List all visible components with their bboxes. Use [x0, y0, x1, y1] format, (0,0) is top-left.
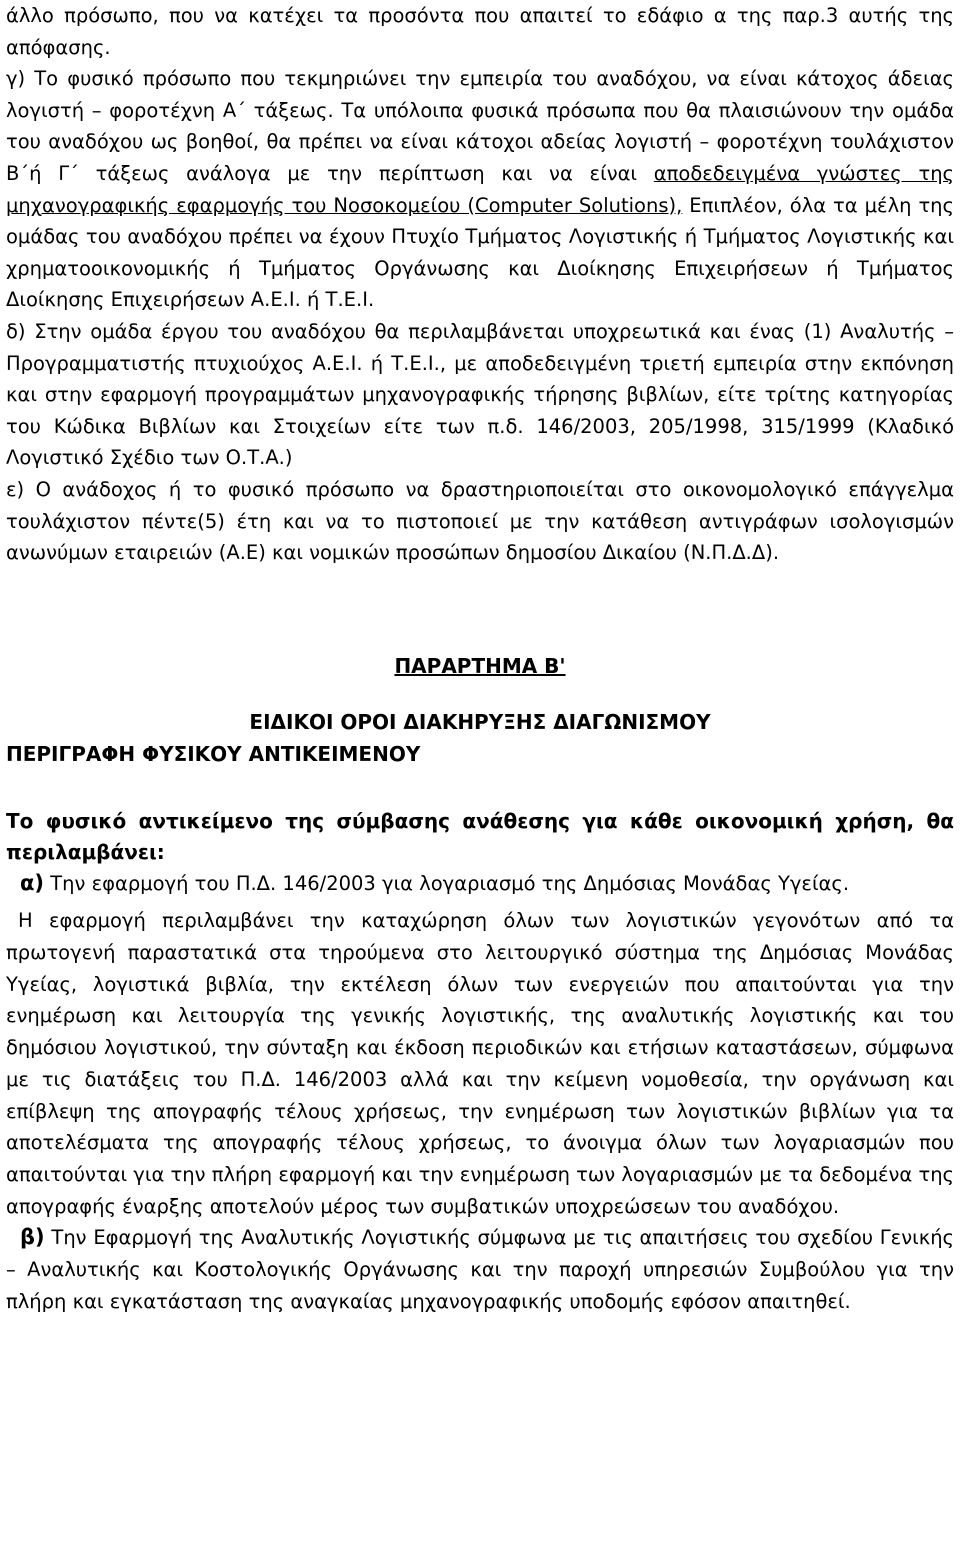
description-heading: ΠΕΡΙΓΡΑΦΗ ΦΥΣΙΚΟΥ ΑΝΤΙΚΕΙΜΕΝΟΥ — [6, 741, 421, 766]
paragraph-e: ε) Ο ανάδοχος ή το φυσικό πρόσωπο να δραστηριοποιείται στο οικονομολογικό επάγγελμα τουλάχιστον πέντε(5) έτη και να το πιστοποιεί με την κατάθεση αντιγράφων ισολογισμών ανωνύμων εταιρειών (Α.Ε) και νομικών προσώπων δημοσίου Δικαίου (Ν.Π.Δ.Δ). — [6, 477, 954, 565]
paragraph-c-text-1: γ) Το φυσικό πρόσωπο που τεκμηριώνει την εμπειρία του αναδόχου, να είναι κάτοχος άδειας λογιστή – φοροτέχνη Α΄ τάξεως. Τα υπόλοιπα φυσικά πρόσωπα που θα πλαισιώνουν την ομάδα του αναδόχου ως βοηθοί, θα πρέπει να είναι κάτοχοι αδείας λογιστή – φοροτέχνη τουλάχιστον Β΄ή Γ΄ τάξεως ανάλογα με την περίπτωση και να είναι — [6, 67, 954, 185]
item-a-detail: Η εφαρμογή περιλαμβάνει την καταχώρηση όλων των λογιστικών γεγονότων από τα πρωτογενή παραστατικά στα τηρούμενα στο λειτουργικό σύστημα της Δημόσιας Μονάδας Υγείας, λογιστικά βιβλία, την εκτέλεση όλων των ενεργειών που απαιτούνται για την ενημέρωση και λειτουργία της γενικής λογιστικής, της αναλυτικής λογιστικής και του δημόσιου λογιστικού, την σύνταξη και έκδοση περιοδικών και ετήσιων καταστάσεων, σύμφωνα με τις διατάξεις του Π.Δ. 146/2003 αλλά και την κείμενη νομοθεσία, την οργάνωση και επίβλεψη της απογραφής τέλους χρήσεως, την ενημέρωση των λογιστικών βιβλίων για τα αποτελέσματα της απογραφής τέλους χρήσεως, το άνοιγμα όλων των λογαριασμών που απαιτούνται για την πλήρη εφαρμογή και την ενημέρωση των λογαριασμών με τα δεδομένα της απογραφής έναρξης αποτελούν μέρος των συμβατικών υποχρεώσεων του αναδόχου. — [6, 909, 954, 1218]
special-terms-heading: ΕΙΔΙΚΟΙ ΟΡΟΙ ΔΙΑΚΗΡΥΞΗΣ ΔΙΑΓΩΝΙΣΜΟΥ — [249, 709, 711, 734]
item-a-text: Την εφαρμογή του Π.Δ. 146/2003 για λογαριασμό της Δημόσιας Μονάδας Υγείας. — [44, 871, 850, 895]
paragraph-c-text-2: Επιπλέον, όλα τα μέλη της ομάδας του αναδόχου πρέπει να έχουν Πτυχίο Τμήματος Λογιστικής ή Τμήματος Λογιστικής και χρηματοοικονομικής ή Τμήματος Οργάνωσης και Διοίκησης Επιχειρήσεων ή Τμήματος Διοίκησης Επιχειρήσεων Α.Ε.Ι. ή Τ.Ε.Ι. — [6, 193, 954, 312]
item-b — [6, 1222, 954, 1317]
item-b-label: β) — [20, 1225, 45, 1250]
item-a-label: α) — [20, 870, 45, 895]
intro-paragraph: Το φυσικό αντικείμενο της σύμβασης ανάθεσης για κάθε οικονομική χρήση, θα περιλαμβάνει: — [6, 808, 954, 864]
spacer — [6, 569, 954, 650]
document-page — [6, 0, 954, 1317]
paragraph-d: δ) Στην ομάδα έργου του αναδόχου θα περιλαμβάνεται υποχρεωτικά και ένας (1) Αναλυτής – Προγραμματιστής πτυχιούχος Α.Ε.Ι. ή Τ.Ε.Ι., με αποδεδειγμένη τριετή εμπειρία στην εκπόνηση και στην εφαρμογή προγραμμάτων μηχανογραφικής τήρησης βιβλίων, είτε τρίτης κατηγορίας του Κώδικα Βιβλίων και Στοιχείων είτε των π.δ. 146/2003, 205/1998, 315/1999 (Κλαδικό Λογιστικό Σχέδιο των Ο.Τ.Α.) — [6, 319, 954, 470]
item-b-text: Την Εφαρμογή της Αναλυτικής Λογιστικής σύμφωνα με τις απαιτήσεις του σχεδίου Γενικής – Αναλυτικής και Κοστολογικής Οργάνωσης και την παροχή υπηρεσιών Συμβούλου για την πλήρη και εγκατάσταση της αναγκαίας μηχανογραφικής υποδομής εφόσον απαιτηθεί. — [6, 1226, 954, 1313]
paragraph-c-underlined: αποδεδειγμένα γνώστες της μηχανογραφικής εφαρμογής του Νοσοκομείου (Computer Solutions), — [6, 161, 954, 217]
paragraph-c — [6, 63, 954, 316]
item-a — [6, 868, 954, 900]
annex-title: ΠΑΡΑΡΤΗΜΑ Β' — [394, 653, 566, 678]
paragraph-continuation: άλλο πρόσωπο, που να κατέχει τα προσόντα που απαιτεί το εδάφιο α της παρ.3 αυτής της απόφασης. — [6, 4, 954, 59]
